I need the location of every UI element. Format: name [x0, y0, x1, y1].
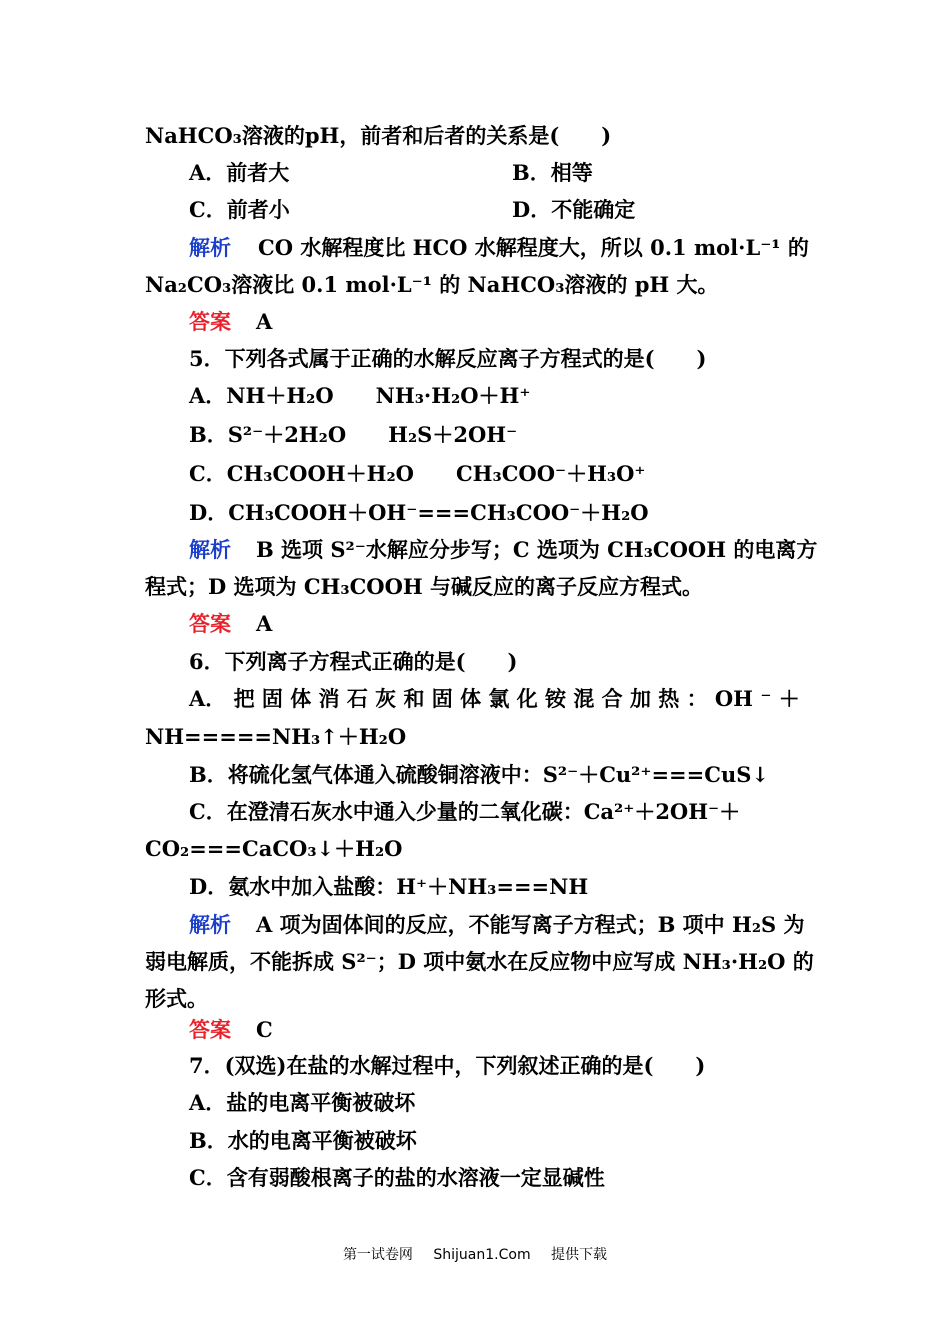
text-segment: A．盐的电离平衡被破坏 — [189, 1090, 416, 1115]
text-line — [0, 230, 950, 266]
text-segment: B．水的电离平衡被破坏 — [189, 1128, 417, 1153]
text-segment: B 选项 S²⁻水解应分步写；C 选项为 CH₃COOH 的电离方 — [256, 537, 818, 562]
text-line — [0, 495, 950, 531]
text-line — [0, 192, 950, 228]
text-segment: C．在澄清石灰水中通入少量的二氧化碳：Ca²⁺＋2OH⁻＋ — [189, 799, 741, 824]
text-line — [0, 719, 950, 755]
text-segment: NH=====NH₃↑＋H₂O — [145, 724, 407, 749]
text-line — [0, 644, 950, 680]
text-segment: B．将硫化氢气体通入硫酸铜溶液中：S²⁻＋Cu²⁺===CuS↓ — [189, 762, 769, 787]
text-line — [0, 267, 950, 303]
text-segment: C．含有弱酸根离子的盐的水溶液一定显碱性 — [189, 1165, 605, 1190]
text-segment: A — [256, 309, 273, 334]
page-footer — [0, 1242, 950, 1268]
text-segment: D．不能确定 — [512, 197, 636, 222]
text-segment: C — [256, 1017, 273, 1042]
text-segment: C．前者小 — [189, 197, 290, 222]
text-segment: D．CH₃COOH＋OH⁻===CH₃COO⁻＋H₂O — [189, 500, 649, 525]
text-segment: 形式。 — [145, 986, 208, 1011]
text-line — [0, 378, 950, 414]
text-line — [0, 569, 950, 605]
text-line — [0, 341, 950, 377]
text-line — [0, 1012, 950, 1048]
text-line — [0, 532, 950, 568]
text-segment: 5．下列各式属于正确的水解反应离子方程式的是( ) — [189, 346, 707, 371]
text-line — [0, 907, 950, 943]
analysis-label: 解析 — [189, 912, 231, 937]
text-line — [0, 831, 950, 867]
text-segment: A． 把 固 体 消 石 灰 和 固 体 氯 化 铵 混 合 加 热 ： OH ⁻ ＋ — [189, 686, 800, 711]
text-segment: C．CH₃COOH＋H₂O CH₃COO⁻＋H₃O⁺ — [189, 461, 646, 486]
text-line — [0, 944, 950, 980]
text-line — [0, 1123, 950, 1159]
text-line — [0, 606, 950, 642]
text-line — [0, 1048, 950, 1084]
text-line — [0, 118, 950, 154]
answer-label: 答案 — [189, 611, 231, 636]
text-segment: B．相等 — [512, 160, 593, 185]
answer-label: 答案 — [189, 1017, 231, 1042]
text-line — [0, 1085, 950, 1121]
text-segment: D．氨水中加入盐酸：H⁺＋NH₃===NH — [189, 874, 589, 899]
text-segment: A．NH＋H₂O NH₃·H₂O＋H⁺ — [189, 383, 531, 408]
text-segment: CO 水解程度比 HCO 水解程度大，所以 0.1 mol·L⁻¹ 的 — [258, 235, 809, 260]
analysis-label: 解析 — [189, 235, 231, 260]
answer-label: 答案 — [189, 309, 231, 334]
text-line — [0, 456, 950, 492]
text-line — [0, 1160, 950, 1196]
text-line — [0, 681, 950, 717]
text-line — [0, 757, 950, 793]
text-segment: 弱电解质，不能拆成 S²⁻；D 项中氨水在反应物中应写成 NH₃·H₂O 的 — [145, 949, 814, 974]
text-segment: 程式；D 选项为 CH₃COOH 与碱反应的离子反应方程式。 — [145, 574, 704, 599]
text-segment: B．S²⁻＋2H₂O H₂S＋2OH⁻ — [189, 422, 518, 447]
text-segment: A 项为固体间的反应，不能写离子方程式；B 项中 H₂S 为 — [256, 912, 805, 937]
text-line — [0, 869, 950, 905]
text-line — [0, 304, 950, 340]
text-segment: Na₂CO₃溶液比 0.1 mol·L⁻¹ 的 NaHCO₃溶液的 pH 大。 — [145, 272, 719, 297]
text-segment: 7．(双选)在盐的水解过程中，下列叙述正确的是( ) — [189, 1053, 706, 1078]
footer-site-name: 第一试卷网 — [342, 1247, 413, 1263]
text-line — [0, 417, 950, 453]
text-segment: NaHCO₃溶液的pH，前者和后者的关系是( ) — [145, 123, 612, 148]
analysis-label: 解析 — [189, 537, 231, 562]
text-segment: 6．下列离子方程式正确的是( ) — [189, 649, 518, 674]
text-segment: A．前者大 — [189, 160, 290, 185]
text-segment: CO₂===CaCO₃↓＋H₂O — [145, 836, 403, 861]
text-line — [0, 794, 950, 830]
footer-download-text: 提供下载 — [551, 1247, 608, 1263]
text-line — [0, 155, 950, 191]
footer-domain: Shijuan1.Com — [433, 1247, 531, 1263]
text-segment: A — [256, 611, 273, 636]
